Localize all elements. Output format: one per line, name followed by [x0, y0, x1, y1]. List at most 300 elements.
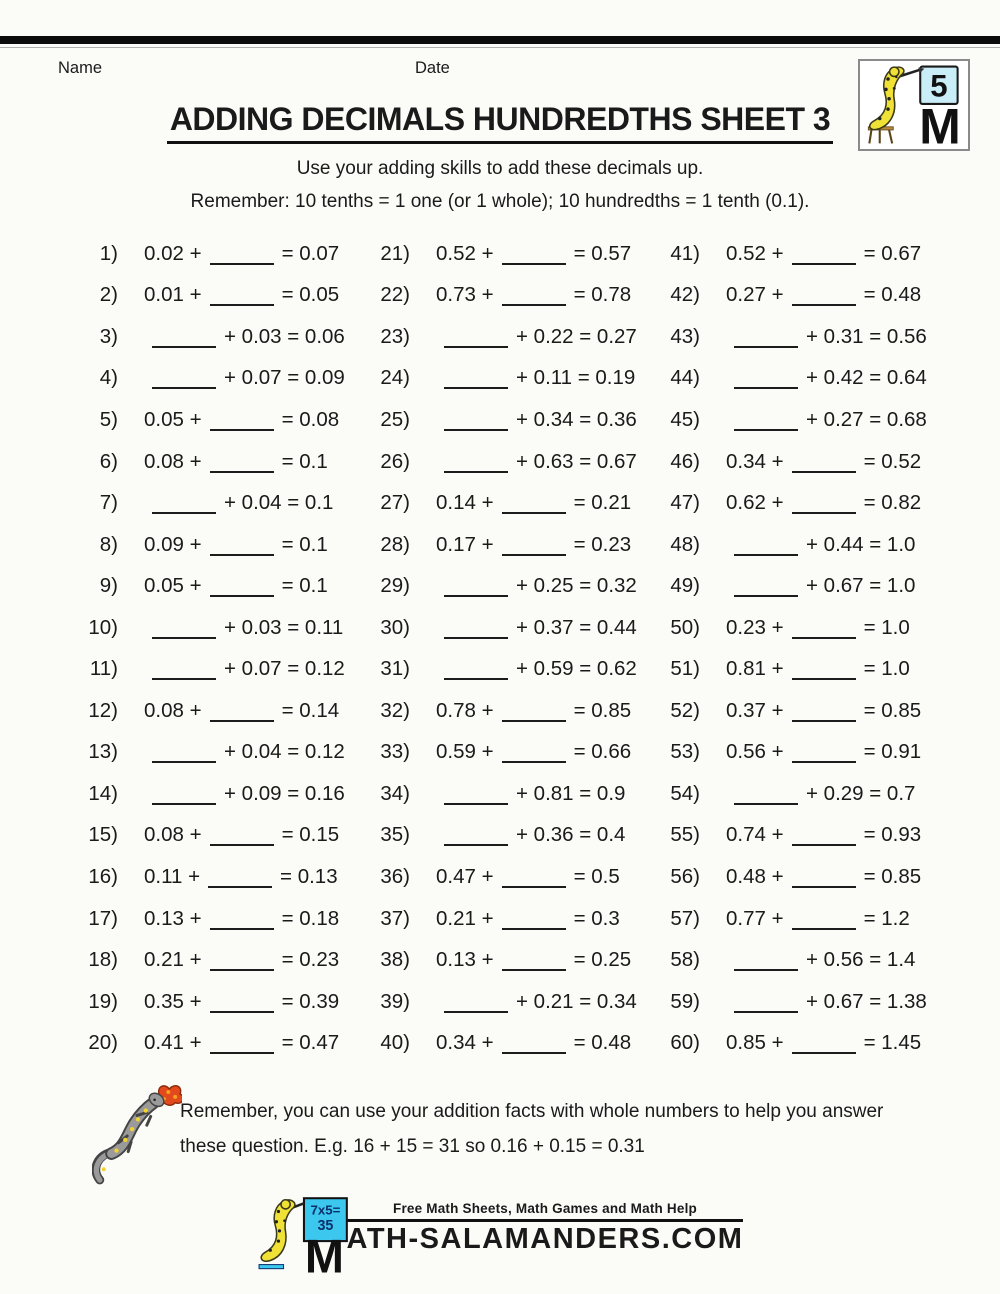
answer-blank[interactable] [502, 704, 566, 722]
problem-text-post: = 0.25 [573, 948, 632, 972]
answer-blank[interactable] [444, 621, 508, 639]
answer-blank[interactable] [210, 704, 274, 722]
problem-text-pre: 0.09 + [144, 532, 202, 556]
problem-text-post: = 0.82 [863, 491, 922, 515]
answer-blank[interactable] [502, 912, 566, 930]
problem-number: 59) [670, 989, 700, 1013]
problem-number: 43) [670, 324, 700, 348]
problem-text-pre: 0.11 + [144, 864, 201, 888]
problem-expression [436, 450, 637, 474]
problem-number: 45) [670, 407, 700, 431]
problem-number: 46) [670, 449, 700, 473]
problem-row [362, 773, 662, 815]
problem-text-post: = 0.05 [281, 283, 340, 307]
problem-number: 52) [670, 698, 700, 722]
problems-grid [0, 233, 1000, 1065]
problem-text-post: + 0.27 = 0.68 [806, 407, 927, 431]
problem-expression [726, 574, 915, 598]
problem-row [652, 316, 952, 358]
answer-blank[interactable] [734, 330, 798, 348]
problem-number: 6) [99, 449, 118, 473]
problem-text-pre: 0.14 + [436, 491, 494, 515]
answer-blank[interactable] [210, 455, 274, 473]
problem-text-pre: 0.74 + [726, 823, 784, 847]
problem-expression [144, 740, 345, 764]
problem-row [362, 482, 662, 524]
problem-expression [144, 699, 339, 723]
answer-blank[interactable] [210, 828, 274, 846]
answer-blank[interactable] [210, 247, 274, 265]
problem-number: 25) [380, 407, 410, 431]
problem-text-pre: 0.08 + [144, 449, 202, 473]
problem-expression [726, 657, 910, 681]
problem-text-pre: 0.73 + [436, 283, 494, 307]
problem-text-post: + 0.03 = 0.06 [224, 324, 345, 348]
answer-blank[interactable] [444, 662, 508, 680]
answer-blank[interactable] [734, 787, 798, 805]
problem-row [652, 524, 952, 566]
problem-row [652, 441, 952, 483]
problem-expression [144, 782, 345, 806]
footer-tagline: Free Math Sheets, Math Games and Math Help [393, 1201, 697, 1216]
problem-row [70, 316, 370, 358]
board-equation-line2: 35 [316, 1217, 333, 1234]
problem-expression [726, 616, 910, 640]
problem-expression [726, 699, 921, 723]
problem-text-post: = 0.85 [573, 698, 632, 722]
problem-number: 32) [380, 698, 410, 722]
problem-number: 5) [99, 407, 118, 431]
badge-letter-m: M [919, 98, 961, 149]
problem-text-pre: 0.02 + [144, 241, 202, 265]
answer-blank[interactable] [734, 538, 798, 556]
problem-text-pre: 0.17 + [436, 532, 494, 556]
problem-number: 54) [670, 781, 700, 805]
answer-blank[interactable] [152, 787, 216, 805]
problem-text-post: = 0.48 [573, 1031, 632, 1055]
problem-number: 36) [380, 864, 410, 888]
answer-blank[interactable] [734, 371, 798, 389]
problem-text-post: = 0.21 [573, 491, 632, 515]
problem-number: 48) [670, 532, 700, 556]
answer-blank[interactable] [444, 330, 508, 348]
problem-number: 12) [88, 698, 118, 722]
problem-number: 23) [380, 324, 410, 348]
problem-row [362, 565, 662, 607]
problem-text-post: + 0.42 = 0.64 [806, 366, 927, 390]
problem-text-post: + 0.04 = 0.12 [224, 740, 345, 764]
problem-text-pre: 0.41 + [144, 1031, 202, 1055]
answer-blank[interactable] [152, 371, 216, 389]
problem-number: 13) [88, 740, 118, 764]
problem-number: 39) [380, 989, 410, 1013]
problem-expression [436, 574, 637, 598]
problem-text-pre: 0.47 + [436, 864, 494, 888]
answer-blank[interactable] [152, 496, 216, 514]
problem-text-pre: 0.52 + [436, 241, 494, 265]
answer-blank[interactable] [792, 912, 856, 930]
problem-row [70, 565, 370, 607]
problem-expression [436, 865, 620, 889]
problem-row [362, 358, 662, 400]
answer-blank[interactable] [444, 455, 508, 473]
problem-number: 3) [99, 324, 118, 348]
problem-expression [726, 491, 921, 515]
problem-row [70, 898, 370, 940]
problem-row [70, 815, 370, 857]
problem-text-pre: 0.78 + [436, 698, 494, 722]
answer-blank[interactable] [210, 538, 274, 556]
problem-number: 8) [99, 532, 118, 556]
problem-text-pre: 0.59 + [436, 740, 494, 764]
problem-text-post: = 0.1 [281, 532, 328, 556]
problem-text-pre: 0.85 + [726, 1031, 784, 1055]
problem-text-post: + 0.67 = 1.0 [806, 574, 916, 598]
problem-text-post: = 0.1 [281, 449, 328, 473]
problem-number: 41) [670, 241, 700, 265]
answer-blank[interactable] [210, 413, 274, 431]
problem-expression [144, 408, 339, 432]
answer-blank[interactable] [734, 413, 798, 431]
problem-row [652, 981, 952, 1023]
problem-expression [144, 366, 345, 390]
problem-expression [144, 907, 339, 931]
problem-text-pre: 0.05 + [144, 407, 202, 431]
problem-number: 26) [380, 449, 410, 473]
problem-number: 35) [380, 823, 410, 847]
problem-number: 16) [88, 864, 118, 888]
problem-row [362, 233, 662, 275]
problem-expression [144, 283, 339, 307]
problem-expression [436, 948, 631, 972]
problem-row [70, 939, 370, 981]
problem-row [652, 1022, 952, 1064]
problem-number: 60) [670, 1031, 700, 1055]
problem-text-post: = 0.14 [281, 698, 340, 722]
date-label: Date [415, 59, 450, 77]
problem-expression [726, 450, 921, 474]
problem-expression [726, 823, 921, 847]
problem-number: 14) [88, 781, 118, 805]
answer-blank[interactable] [502, 247, 566, 265]
problem-row [362, 399, 662, 441]
problem-expression [436, 740, 631, 764]
problem-text-post: = 0.66 [573, 740, 632, 764]
problem-expression [726, 366, 927, 390]
problem-row [652, 358, 952, 400]
problem-text-post: + 0.03 = 0.11 [224, 615, 344, 639]
problem-text-post: = 0.3 [573, 906, 620, 930]
problem-number: 33) [380, 740, 410, 764]
problem-number: 22) [380, 283, 410, 307]
problem-row [70, 690, 370, 732]
answer-blank[interactable] [208, 870, 272, 888]
problem-text-pre: 0.13 + [144, 906, 202, 930]
problem-number: 1) [99, 241, 118, 265]
problem-row [70, 482, 370, 524]
problem-expression [144, 1031, 339, 1055]
problem-text-post: + 0.11 = 0.19 [516, 366, 636, 390]
answer-blank[interactable] [210, 912, 274, 930]
answer-blank[interactable] [734, 953, 798, 971]
problem-row [652, 939, 952, 981]
problem-text-pre: 0.56 + [726, 740, 784, 764]
problem-number: 21) [380, 241, 410, 265]
answer-blank[interactable] [502, 288, 566, 306]
problem-expression [436, 990, 637, 1014]
answer-blank[interactable] [444, 787, 508, 805]
problem-number: 49) [670, 574, 700, 598]
answer-blank[interactable] [152, 662, 216, 680]
answer-blank[interactable] [210, 1036, 274, 1054]
answer-blank[interactable] [792, 704, 856, 722]
answer-blank[interactable] [444, 371, 508, 389]
problem-text-post: = 0.85 [863, 698, 922, 722]
problem-row [362, 441, 662, 483]
answer-blank[interactable] [502, 870, 566, 888]
problem-row [70, 732, 370, 774]
answer-blank[interactable] [792, 662, 856, 680]
problem-expression [144, 242, 339, 266]
problem-text-post: + 0.09 = 0.16 [224, 781, 345, 805]
answer-blank[interactable] [792, 870, 856, 888]
problem-number: 31) [380, 657, 410, 681]
problem-expression [144, 657, 345, 681]
problem-expression [436, 699, 631, 723]
problem-row [652, 690, 952, 732]
board-equation-line1: 7x5= [309, 1202, 340, 1218]
problem-row [70, 773, 370, 815]
problem-number: 9) [99, 574, 118, 598]
problem-text-post: = 0.93 [863, 823, 922, 847]
problem-row [652, 856, 952, 898]
problem-number: 30) [380, 615, 410, 639]
answer-blank[interactable] [502, 953, 566, 971]
problem-text-post: + 0.36 = 0.4 [516, 823, 626, 847]
problem-number: 50) [670, 615, 700, 639]
problem-number: 27) [380, 491, 410, 515]
problem-text-post: + 0.07 = 0.12 [224, 657, 345, 681]
problem-number: 44) [670, 366, 700, 390]
answer-blank[interactable] [210, 953, 274, 971]
problem-row [70, 358, 370, 400]
answer-blank[interactable] [502, 496, 566, 514]
problem-text-pre: 0.08 + [144, 698, 202, 722]
problem-text-post: = 0.57 [573, 241, 632, 265]
answer-blank[interactable] [502, 538, 566, 556]
problem-expression [144, 450, 328, 474]
problem-text-post: = 0.5 [573, 864, 620, 888]
problem-row [70, 1022, 370, 1064]
problem-number: 57) [670, 906, 700, 930]
problem-text-post: = 0.78 [573, 283, 632, 307]
answer-blank[interactable] [792, 288, 856, 306]
problems-column-2 [362, 233, 662, 1064]
problem-text-pre: 0.52 + [726, 241, 784, 265]
problem-number: 42) [670, 283, 700, 307]
problem-text-post: = 0.15 [281, 823, 340, 847]
problem-text-post: = 0.07 [281, 241, 340, 265]
problem-number: 20) [88, 1031, 118, 1055]
answer-blank[interactable] [734, 579, 798, 597]
problem-text-post: = 0.08 [281, 407, 340, 431]
answer-blank[interactable] [444, 413, 508, 431]
answer-blank[interactable] [792, 247, 856, 265]
problem-row [652, 815, 952, 857]
problem-row [652, 898, 952, 940]
answer-blank[interactable] [792, 621, 856, 639]
problem-number: 24) [380, 366, 410, 390]
footer-wordmark: ATH-SALAMANDERS.COM [346, 1223, 744, 1255]
problem-text-post: = 1.0 [863, 657, 910, 681]
flame-salamander-icon [92, 1084, 182, 1186]
problems-column-1 [70, 233, 370, 1064]
answer-blank[interactable] [792, 1036, 856, 1054]
problem-text-pre: 0.05 + [144, 574, 202, 598]
problem-row [362, 732, 662, 774]
top-border-rule [0, 36, 1000, 44]
answer-blank[interactable] [734, 995, 798, 1013]
answer-blank[interactable] [792, 828, 856, 846]
problem-expression [726, 782, 915, 806]
problem-number: 53) [670, 740, 700, 764]
problem-row [652, 482, 952, 524]
problem-text-pre: 0.01 + [144, 283, 202, 307]
problem-text-post: = 0.23 [281, 948, 340, 972]
answer-blank[interactable] [210, 288, 274, 306]
problem-expression [726, 325, 927, 349]
problem-expression [726, 242, 921, 266]
problem-row [70, 648, 370, 690]
problem-number: 56) [670, 864, 700, 888]
problem-expression [436, 1031, 631, 1055]
problem-expression [144, 616, 343, 640]
wordmark-initial-m: M [304, 1229, 344, 1275]
answer-blank[interactable] [152, 745, 216, 763]
problem-text-post: + 0.59 = 0.62 [516, 657, 637, 681]
problem-text-post: + 0.34 = 0.36 [516, 407, 637, 431]
problem-row [362, 524, 662, 566]
answer-blank[interactable] [444, 579, 508, 597]
problem-row [70, 441, 370, 483]
problem-number: 38) [380, 948, 410, 972]
problem-expression [436, 491, 631, 515]
problem-text-pre: 0.13 + [436, 948, 494, 972]
problem-text-post: + 0.04 = 0.1 [224, 491, 334, 515]
problem-expression [144, 325, 345, 349]
problem-text-post: = 1.45 [863, 1031, 922, 1055]
problem-row [362, 690, 662, 732]
badge-number: 5 [930, 68, 948, 104]
problem-number: 47) [670, 491, 700, 515]
problem-text-post: + 0.37 = 0.44 [516, 615, 637, 639]
problem-text-post: = 0.23 [573, 532, 632, 556]
problem-expression [144, 990, 339, 1014]
answer-blank[interactable] [792, 745, 856, 763]
answer-blank[interactable] [152, 621, 216, 639]
answer-blank[interactable] [152, 330, 216, 348]
problem-expression [436, 325, 637, 349]
problem-text-post: + 0.81 = 0.9 [516, 781, 626, 805]
problem-expression [726, 740, 921, 764]
problem-expression [144, 823, 339, 847]
problem-text-post: = 0.91 [863, 740, 922, 764]
problem-number: 17) [88, 906, 118, 930]
answer-blank[interactable] [792, 455, 856, 473]
answer-blank[interactable] [444, 995, 508, 1013]
problem-number: 51) [670, 657, 700, 681]
problem-row [362, 607, 662, 649]
problem-number: 34) [380, 781, 410, 805]
problem-row [362, 815, 662, 857]
answer-blank[interactable] [210, 579, 274, 597]
problem-text-post: = 0.39 [281, 989, 340, 1013]
problem-text-pre: 0.21 + [436, 906, 494, 930]
problem-number: 15) [88, 823, 118, 847]
problem-text-pre: 0.23 + [726, 615, 784, 639]
problem-number: 28) [380, 532, 410, 556]
problem-text-pre: 0.77 + [726, 906, 784, 930]
problem-row [362, 275, 662, 317]
problems-column-3 [652, 233, 952, 1064]
problem-text-post: + 0.21 = 0.34 [516, 989, 637, 1013]
answer-blank[interactable] [444, 828, 508, 846]
problem-number: 19) [88, 989, 118, 1013]
problem-text-pre: 0.08 + [144, 823, 202, 847]
problem-text-post: + 0.63 = 0.67 [516, 449, 637, 473]
problem-number: 29) [380, 574, 410, 598]
problem-expression [436, 533, 631, 557]
problem-text-post: + 0.67 = 1.38 [806, 989, 927, 1013]
problem-text-post: = 1.0 [863, 615, 910, 639]
problem-text-post: = 0.52 [863, 449, 922, 473]
problem-expression [726, 990, 927, 1014]
answer-blank[interactable] [792, 496, 856, 514]
problem-number: 10) [88, 615, 118, 639]
problem-number: 18) [88, 948, 118, 972]
problem-row [70, 275, 370, 317]
answer-blank[interactable] [502, 745, 566, 763]
problem-text-post: + 0.29 = 0.7 [806, 781, 916, 805]
problem-row [362, 898, 662, 940]
problem-text-pre: 0.34 + [436, 1031, 494, 1055]
problem-expression [144, 948, 339, 972]
problem-expression [726, 907, 910, 931]
problem-text-post: + 0.44 = 1.0 [806, 532, 916, 556]
problem-expression [436, 657, 637, 681]
answer-blank[interactable] [502, 1036, 566, 1054]
problem-text-post: = 0.48 [863, 283, 922, 307]
problem-row [362, 316, 662, 358]
problem-row [362, 1022, 662, 1064]
reminder-line: Remember: 10 tenths = 1 one (or 1 whole); 10 hundredths = 1 tenth (0.1). [190, 191, 810, 212]
problem-text-post: = 0.47 [281, 1031, 340, 1055]
problem-text-post: = 0.67 [863, 241, 922, 265]
problem-text-post: = 1.2 [863, 906, 910, 930]
problem-row [70, 233, 370, 275]
problem-expression [436, 782, 625, 806]
problem-expression [726, 1031, 921, 1055]
problem-number: 55) [670, 823, 700, 847]
footer-salamander-icon [257, 1197, 355, 1275]
problem-text-pre: 0.35 + [144, 989, 202, 1013]
problem-expression [436, 283, 631, 307]
problem-row [362, 648, 662, 690]
problem-text-pre: 0.21 + [144, 948, 202, 972]
problem-row [362, 981, 662, 1023]
answer-blank[interactable] [210, 995, 274, 1013]
problem-expression [436, 616, 637, 640]
